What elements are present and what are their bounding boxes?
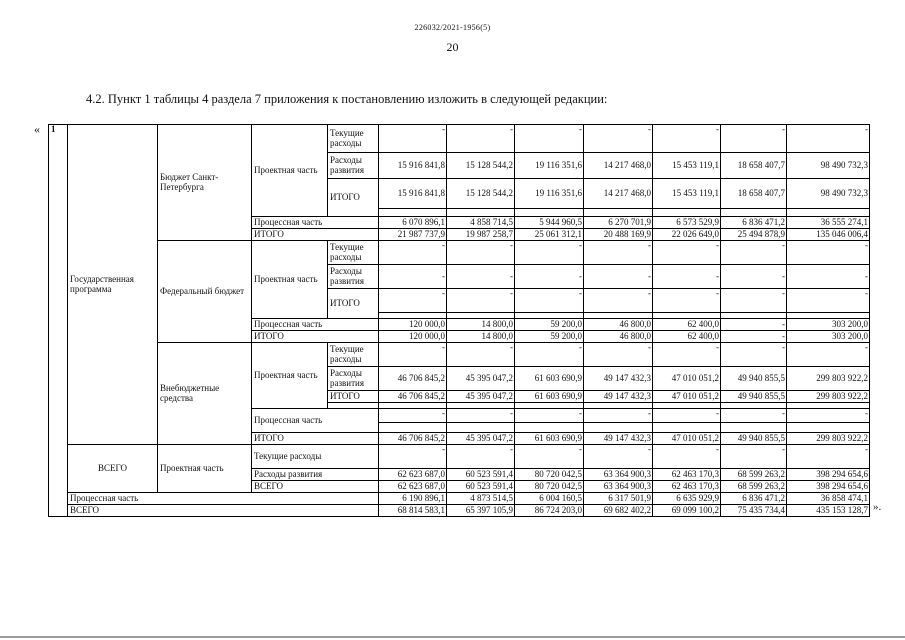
offbudget-dev-cell: 46 706 845,2 (379, 367, 447, 391)
spb-current-cell: - (721, 125, 787, 153)
spb-project-part-label: Проектная часть (252, 125, 328, 217)
offbudget-dev-cell: 47 010 051,2 (653, 367, 721, 391)
federal-process-cell: 46 800,0 (584, 319, 653, 331)
grand-total-cell: 65 397 105,9 (447, 505, 515, 517)
offbudget-project-total-cell: 61 603 690,9 (515, 391, 584, 403)
scan-bottom-edge (0, 636, 905, 638)
federal-current-cell: - (379, 241, 447, 265)
all-process-cell: 6 190 896,1 (379, 493, 447, 505)
spb-project-total-cell: 15 453 119,1 (653, 179, 721, 209)
offbudget-current-cell: - (515, 343, 584, 367)
federal-current-cell: - (721, 241, 787, 265)
federal-project-total-cell: - (787, 289, 870, 313)
all-dev-cell: 80 720 042,5 (515, 469, 584, 481)
federal-total-cell: - (721, 331, 787, 343)
table-row (49, 125, 870, 153)
spb-dev-cell: 19 116 351,6 (515, 153, 584, 179)
offbudget-project-total-cell: 49 940 855,5 (721, 391, 787, 403)
grand-total-cell: 69 682 402,2 (584, 505, 653, 517)
spb-process-part-label: Процессная часть (252, 217, 379, 229)
all-total-block-label: ВСЕГО (68, 445, 158, 493)
offbudget-total-cell: 47 010 051,2 (653, 433, 721, 445)
spb-process-cell: 6 836 471,2 (721, 217, 787, 229)
offbudget-project-total-cell: 49 147 432,3 (584, 391, 653, 403)
table-row (49, 493, 870, 505)
row-number: 1 (49, 125, 68, 517)
all-process-cell: 6 004 160,5 (515, 493, 584, 505)
all-dev-cell: 63 364 900,3 (584, 469, 653, 481)
offbudget-current-cell: - (584, 343, 653, 367)
federal-dev-cell: - (721, 265, 787, 289)
federal-total-cell: 14 800,0 (447, 331, 515, 343)
spb-project-total-label: ИТОГО (328, 179, 379, 217)
grand-total-cell: 68 814 583,1 (379, 505, 447, 517)
offbudget-dev-exp-label: Расходы развития (328, 367, 379, 391)
offbudget-dev-cell: 299 803 922,2 (787, 367, 870, 391)
federal-current-cell: - (515, 241, 584, 265)
federal-project-total-cell: - (584, 289, 653, 313)
spb-process-cell: 36 555 274,1 (787, 217, 870, 229)
closing-quote: ». (873, 501, 882, 513)
spb-project-total-cell: 15 128 544,2 (447, 179, 515, 209)
grand-total-cell: 86 724 203,0 (515, 505, 584, 517)
offbudget-dev-cell: 45 395 047,2 (447, 367, 515, 391)
offbudget-total-label: ИТОГО (252, 433, 379, 445)
offbudget-process-cell: - (787, 409, 870, 423)
all-current-exp-label: Текущие расходы (252, 445, 379, 469)
offbudget-process-cell: - (447, 409, 515, 423)
offbudget-project-total-cell: 47 010 051,2 (653, 391, 721, 403)
spb-dev-cell: 98 490 732,3 (787, 153, 870, 179)
spb-process-cell: 5 944 960,5 (515, 217, 584, 229)
spb-current-cell: - (787, 125, 870, 153)
grand-total-label: ВСЕГО (68, 505, 379, 517)
all-project-total-cell: 68 599 263,2 (721, 481, 787, 493)
federal-total-cell: 59 200,0 (515, 331, 584, 343)
offbudget-process-part-label: Процессная часть (252, 409, 379, 433)
table-row (49, 343, 870, 367)
federal-current-exp-label: Текущие расходы (328, 241, 379, 265)
offbudget-current-exp-label: Текущие расходы (328, 343, 379, 367)
all-project-part-label: Проектная часть (158, 445, 252, 493)
federal-total-cell: 303 200,0 (787, 331, 870, 343)
federal-current-cell: - (584, 241, 653, 265)
all-project-total-cell: 398 294 654,6 (787, 481, 870, 493)
spb-current-exp-label: Текущие расходы (328, 125, 379, 153)
spb-current-cell: - (653, 125, 721, 153)
spb-current-cell: - (584, 125, 653, 153)
federal-dev-cell: - (379, 265, 447, 289)
spb-process-cell: 6 070 896,1 (379, 217, 447, 229)
spb-current-cell: - (515, 125, 584, 153)
offbudget-total-cell: 46 706 845,2 (379, 433, 447, 445)
spb-project-total-cell: 15 916 841,8 (379, 179, 447, 209)
offbudget-project-total-cell: 46 706 845,2 (379, 391, 447, 403)
spb-dev-cell: 14 217 468,0 (584, 153, 653, 179)
spb-total-cell: 19 987 258,7 (447, 229, 515, 241)
all-current-cell: - (653, 445, 721, 469)
spb-dev-cell: 15 453 119,1 (653, 153, 721, 179)
federal-process-cell: 62 400,0 (653, 319, 721, 331)
all-dev-cell: 62 623 687,0 (379, 469, 447, 481)
offbudget-project-part-label: Проектная часть (252, 343, 328, 409)
table-row (49, 505, 870, 517)
page-number: 20 (446, 40, 459, 54)
all-dev-exp-label: Расходы развития (252, 469, 379, 481)
federal-process-part-label: Процессная часть (252, 319, 379, 331)
all-process-cell: 4 873 514,5 (447, 493, 515, 505)
spb-total-cell: 25 061 312,1 (515, 229, 584, 241)
spb-total-label: ИТОГО (252, 229, 379, 241)
federal-dev-cell: - (447, 265, 515, 289)
grand-total-cell: 75 435 734,4 (721, 505, 787, 517)
federal-project-part-label: Проектная часть (252, 241, 328, 319)
offbudget-label: Внебюджетные средства (158, 343, 252, 445)
all-project-total-cell: 63 364 900,3 (584, 481, 653, 493)
all-process-cell: 6 317 501,9 (584, 493, 653, 505)
federal-project-total-label: ИТОГО (328, 289, 379, 319)
all-project-total-cell: 62 623 687,0 (379, 481, 447, 493)
all-current-cell: - (379, 445, 447, 469)
offbudget-project-total-cell: 45 395 047,2 (447, 391, 515, 403)
offbudget-total-cell: 61 603 690,9 (515, 433, 584, 445)
offbudget-current-cell: - (653, 343, 721, 367)
federal-project-total-cell: - (447, 289, 515, 313)
offbudget-dev-cell: 61 603 690,9 (515, 367, 584, 391)
federal-total-label: ИТОГО (252, 331, 379, 343)
all-current-cell: - (721, 445, 787, 469)
spb-dev-exp-label: Расходы развития (328, 153, 379, 179)
amendment-heading: 4.2. Пункт 1 таблицы 4 раздела 7 приложения к постановлению изложить в следующей редакции: (86, 92, 608, 106)
offbudget-process-cell: - (584, 409, 653, 423)
all-process-cell: 6 836 471,2 (721, 493, 787, 505)
grand-total-cell: 435 153 128,7 (787, 505, 870, 517)
spb-current-cell: - (447, 125, 515, 153)
federal-process-cell: 303 200,0 (787, 319, 870, 331)
all-project-total-cell: 80 720 042,5 (515, 481, 584, 493)
federal-project-total-cell: - (653, 289, 721, 313)
federal-current-cell: - (787, 241, 870, 265)
offbudget-total-cell: 49 940 855,5 (721, 433, 787, 445)
offbudget-total-cell: 49 147 432,3 (584, 433, 653, 445)
federal-current-cell: - (653, 241, 721, 265)
all-process-part-label: Процессная часть (68, 493, 379, 505)
federal-project-total-cell: - (379, 289, 447, 313)
spb-dev-cell: 18 658 407,7 (721, 153, 787, 179)
all-dev-cell: 398 294 654,6 (787, 469, 870, 481)
all-current-cell: - (515, 445, 584, 469)
spb-total-cell: 21 987 737,9 (379, 229, 447, 241)
all-project-total-label: ВСЕГО (252, 481, 379, 493)
spb-budget-label: Бюджет Санкт-Петербурга (158, 125, 252, 241)
spb-project-total-cell: 19 116 351,6 (515, 179, 584, 209)
offbudget-process-cell: - (515, 409, 584, 423)
offbudget-total-cell: 45 395 047,2 (447, 433, 515, 445)
all-process-cell: 6 635 929,9 (653, 493, 721, 505)
federal-process-cell: 14 800,0 (447, 319, 515, 331)
spb-dev-cell: 15 128 544,2 (447, 153, 515, 179)
all-dev-cell: 68 599 263,2 (721, 469, 787, 481)
document-code: 226032/2021-1956(5) (414, 23, 491, 32)
opening-quote: « (34, 122, 40, 136)
spb-project-total-cell: 98 490 732,3 (787, 179, 870, 209)
spb-process-cell: 4 858 714,5 (447, 217, 515, 229)
all-project-total-cell: 60 523 591,4 (447, 481, 515, 493)
gov-program-label: Государственная программа (68, 125, 158, 445)
offbudget-current-cell: - (721, 343, 787, 367)
spb-total-cell: 20 488 169,9 (584, 229, 653, 241)
offbudget-process-cell: - (379, 409, 447, 423)
spb-dev-cell: 15 916 841,8 (379, 153, 447, 179)
federal-current-cell: - (447, 241, 515, 265)
all-project-total-cell: 62 463 170,3 (653, 481, 721, 493)
table-row (49, 241, 870, 265)
federal-process-cell: - (721, 319, 787, 331)
all-current-cell: - (447, 445, 515, 469)
all-dev-cell: 60 523 591,4 (447, 469, 515, 481)
federal-total-cell: 62 400,0 (653, 331, 721, 343)
offbudget-process-cell: - (653, 409, 721, 423)
spb-process-cell: 6 573 529,9 (653, 217, 721, 229)
offbudget-project-total-label: ИТОГО (328, 391, 379, 403)
federal-process-cell: 59 200,0 (515, 319, 584, 331)
federal-process-cell: 120 000,0 (379, 319, 447, 331)
offbudget-project-total-cell: 299 803 922,2 (787, 391, 870, 403)
federal-dev-cell: - (787, 265, 870, 289)
federal-dev-cell: - (515, 265, 584, 289)
spb-project-total-cell: 18 658 407,7 (721, 179, 787, 209)
federal-dev-cell: - (584, 265, 653, 289)
offbudget-total-cell: 299 803 922,2 (787, 433, 870, 445)
spb-current-cell: - (379, 125, 447, 153)
spb-total-cell: 135 046 006,4 (787, 229, 870, 241)
offbudget-dev-cell: 49 940 855,5 (721, 367, 787, 391)
spb-total-cell: 25 494 878,9 (721, 229, 787, 241)
spb-total-cell: 22 026 649,0 (653, 229, 721, 241)
offbudget-dev-cell: 49 147 432,3 (584, 367, 653, 391)
federal-project-total-cell: - (721, 289, 787, 313)
all-dev-cell: 62 463 170,3 (653, 469, 721, 481)
offbudget-current-cell: - (379, 343, 447, 367)
offbudget-process-cell: - (721, 409, 787, 423)
all-current-cell: - (584, 445, 653, 469)
table-row (49, 445, 870, 469)
federal-dev-exp-label: Расходы развития (328, 265, 379, 289)
offbudget-current-cell: - (447, 343, 515, 367)
spb-process-cell: 6 270 701,9 (584, 217, 653, 229)
offbudget-current-cell: - (787, 343, 870, 367)
federal-dev-cell: - (653, 265, 721, 289)
spb-project-total-cell: 14 217 468,0 (584, 179, 653, 209)
all-process-cell: 36 858 474,1 (787, 493, 870, 505)
federal-budget-label: Федеральный бюджет (158, 241, 252, 343)
budget-table (48, 124, 870, 517)
grand-total-cell: 69 099 100,2 (653, 505, 721, 517)
federal-total-cell: 120 000,0 (379, 331, 447, 343)
federal-project-total-cell: - (515, 289, 584, 313)
all-current-cell: - (787, 445, 870, 469)
federal-total-cell: 46 800,0 (584, 331, 653, 343)
